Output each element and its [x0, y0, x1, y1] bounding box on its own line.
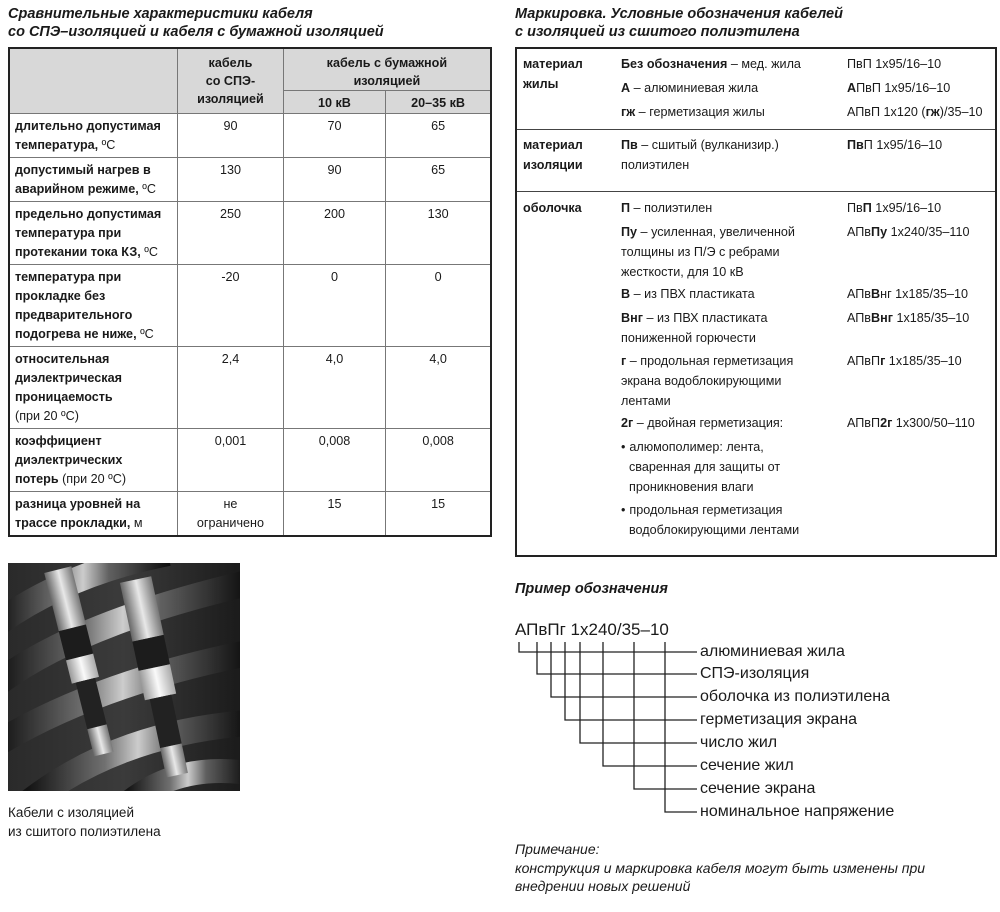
param-cell: разница уровней на трассе прокладки, м [9, 492, 178, 537]
value-cell: 90 [283, 158, 385, 202]
value-cell: 0 [386, 265, 491, 347]
value-cell: 4,0 [283, 347, 385, 429]
core-2-example: АПвП 1х95/16–10 [847, 81, 951, 95]
insulation-category: материал изоляции [523, 138, 583, 172]
bullet-item: • алюмополимер: лента, сваренная для защиты от проникновения влаги [621, 437, 780, 497]
value-cell: 250 [178, 202, 284, 265]
value-cell: 4,0 [386, 347, 491, 429]
tree-line [565, 642, 697, 720]
photo-caption: Кабели с изоляцией из сшитого полиэтилена [8, 805, 161, 839]
core-1-example: ПвП 1х95/16–10 [847, 57, 942, 71]
col-20-35kv-header: 20–35 кВ [386, 91, 491, 114]
sheath-4-example: АПвВнг 1х185/35–10 [847, 311, 970, 325]
value-cell: 15 [283, 492, 385, 537]
note: Примечание: конструкция и маркировка кабеля могут быть изменены при внедрении новых решений [515, 841, 926, 894]
sheath-category: оболочка [523, 201, 582, 215]
core-1-desc: Без обозначения – мед. жила [621, 57, 801, 71]
bullet-item: • продольная герметизация водоблокирующими лентами [621, 500, 799, 540]
example-designation: АПвПг 1х240/35–10 [515, 620, 669, 639]
col-10kv-header: 10 кВ [283, 91, 385, 114]
value-cell: 0,001 [178, 429, 284, 492]
insulation-desc: Пв – сшитый (вулканизир.) полиэтилен [621, 138, 779, 172]
value-cell: -20 [178, 265, 284, 347]
sheath-2-example: АПвПу 1х240/35–110 [847, 225, 970, 239]
tree-line [580, 642, 697, 743]
sheath-5-example: АПвПг 1х185/35–10 [847, 354, 962, 368]
col-paper-header: кабель с бумажной изоляцией [283, 48, 491, 91]
tree-line [665, 642, 697, 812]
param-cell: длительно допустимая температура, ºC [9, 114, 178, 158]
core-3-example: АПвП 1х120 (гж)/35–10 [847, 105, 983, 119]
example-label: номинальное напряжение [700, 803, 895, 820]
tree-line [519, 642, 697, 652]
core-3-desc: гж – герметизация жилы [621, 105, 765, 119]
core-category: материал жилы [523, 57, 583, 91]
value-cell: 15 [386, 492, 491, 537]
core-2-desc: А – алюминиевая жила [621, 81, 759, 95]
tree-line [603, 642, 697, 766]
example-label: оболочка из полиэтилена [700, 688, 890, 705]
value-cell: 130 [386, 202, 491, 265]
tree-line [551, 642, 697, 697]
param-cell: предельно допустимая температура при протекании тока КЗ, ºC [9, 202, 178, 265]
tree-line [537, 642, 697, 674]
sheath-3-desc: В – из ПВХ пластиката [621, 287, 755, 301]
sheath-2-desc: Пу – усиленная, увеличенной толщины из П/Э с ребрами жесткости, для 10 кВ [621, 225, 795, 279]
comparison-title: Сравнительные характеристики кабеля со СПЭ–изоляцией и кабеля с бумажной изоляцией [8, 6, 384, 40]
value-cell: 65 [386, 158, 491, 202]
example-label: число жил [700, 734, 778, 751]
param-cell: допустимый нагрев в аварийном режиме, ºC [9, 158, 178, 202]
marking-title: Маркировка. Условные обозначения кабелей с изоляцией из сшитого полиэтилена [515, 6, 843, 40]
sheath-1-desc: П – полиэтилен [621, 201, 713, 215]
example-label: СПЭ-изоляция [700, 665, 810, 682]
value-cell: 130 [178, 158, 284, 202]
value-cell: не ограничено [178, 492, 284, 537]
value-cell: 200 [283, 202, 385, 265]
value-cell: 65 [386, 114, 491, 158]
value-cell: 2,4 [178, 347, 284, 429]
value-cell: 0 [283, 265, 385, 347]
sheath-5-desc: г – продольная герметизация экрана водоблокирующими лентами [621, 354, 794, 408]
value-cell: 70 [283, 114, 385, 158]
param-cell: относительная диэлектрическая проницаемость (при 20 ºC) [9, 347, 178, 429]
example-label: герметизация экрана [700, 711, 858, 728]
param-cell: температура при прокладке без предварительного подогрева не ниже, ºC [9, 265, 178, 347]
example-title: Пример обозначения [515, 581, 668, 597]
example-label: сечение экрана [700, 780, 816, 797]
value-cell: 0,008 [283, 429, 385, 492]
sheath-3-example: АПвВнг 1х185/35–10 [847, 287, 969, 301]
sheath-6-example: АПвП2г 1х300/50–110 [847, 416, 975, 430]
col-spe-header: кабель со СПЭ- изоляцией [178, 48, 284, 114]
sheath-6-desc: 2г – двойная герметизация: [621, 416, 784, 430]
example-label: алюминиевая жила [700, 643, 845, 660]
value-cell: 0,008 [386, 429, 491, 492]
param-cell: коэффициент диэлектрических потерь (при 20 ºC) [9, 429, 178, 492]
sheath-1-example: ПвП 1х95/16–10 [847, 201, 942, 215]
value-cell: 90 [178, 114, 284, 158]
insulation-example: ПвП 1х95/16–10 [847, 138, 943, 152]
example-label: сечение жил [700, 757, 794, 774]
sheath-4-desc: Внг – из ПВХ пластиката пониженной горючести [621, 311, 768, 345]
